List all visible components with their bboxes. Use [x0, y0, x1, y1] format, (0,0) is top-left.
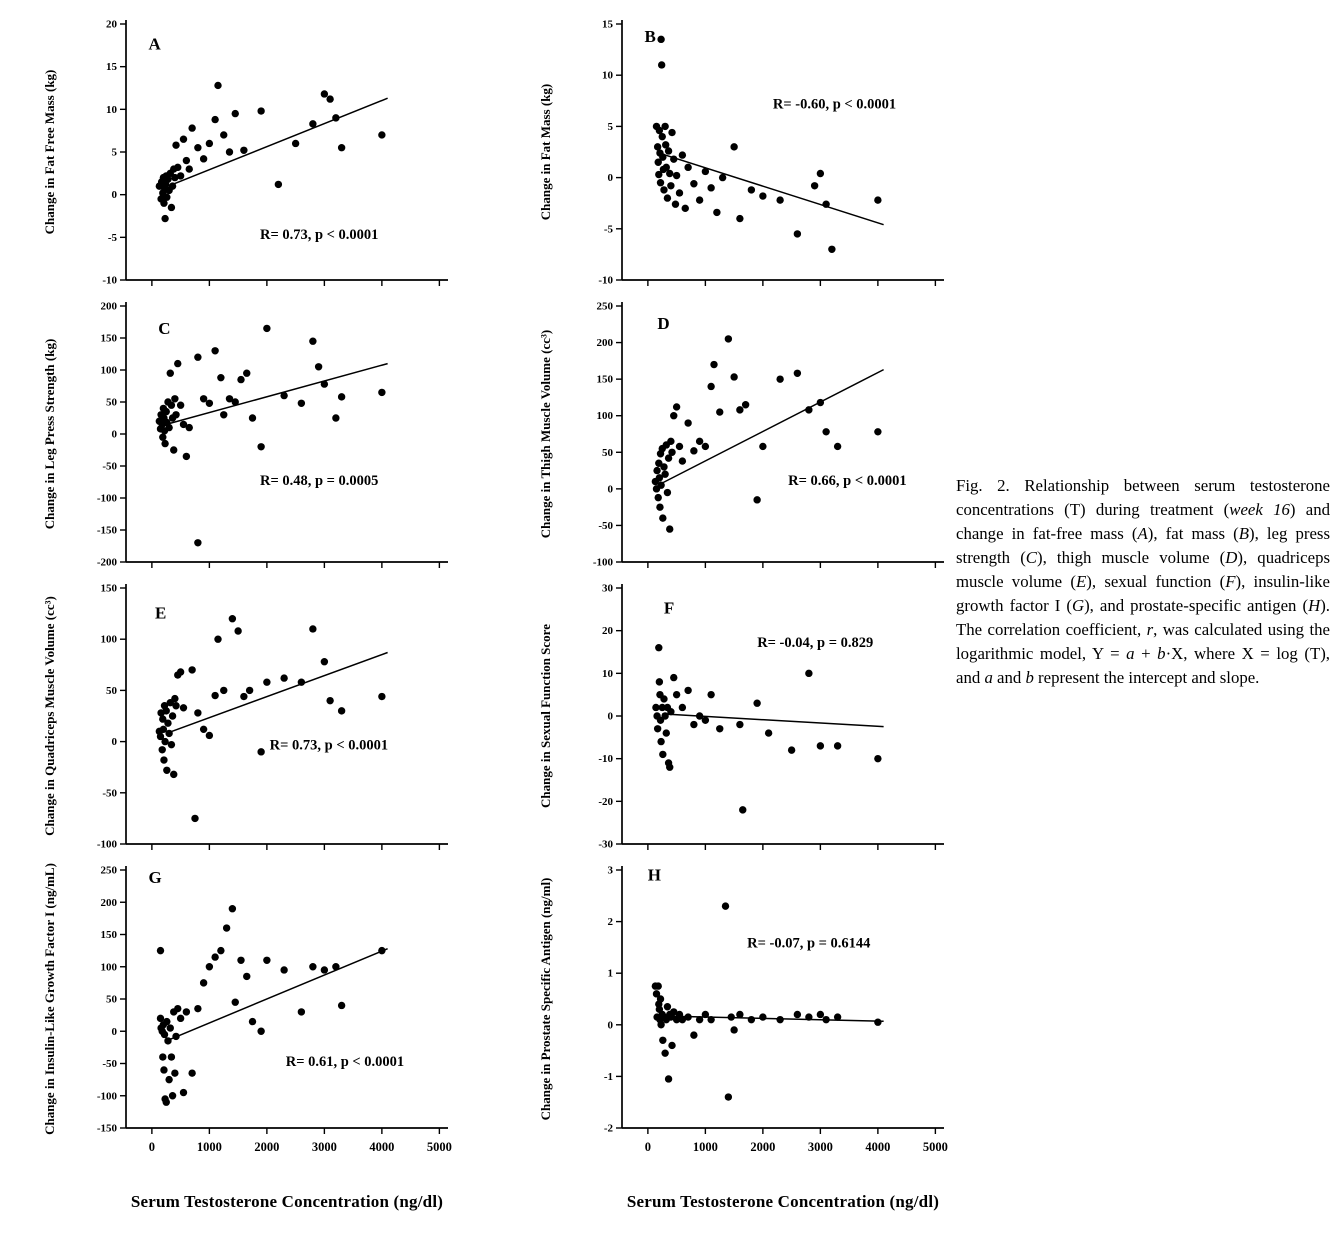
caption-segment: C: [1025, 548, 1037, 567]
caption-segment: D: [1225, 548, 1238, 567]
y-tick-labels: [102, 19, 126, 287]
svg-text:30: 30: [602, 582, 613, 595]
svg-text:1: 1: [607, 967, 613, 980]
svg-text:-5: -5: [603, 223, 613, 236]
y-axis-title: Change in Prostate Specific Antigen (ng/ml): [538, 877, 553, 1121]
svg-text:200: 200: [596, 337, 613, 350]
svg-text:0: 0: [607, 483, 613, 496]
correlation-annotation: R= 0.48, p = 0.0005: [259, 473, 379, 490]
caption-segment: ). The correlation coefficient,: [956, 596, 1330, 639]
svg-text:20: 20: [602, 625, 613, 638]
regression-line: [166, 364, 387, 425]
svg-text:10: 10: [106, 103, 117, 116]
y-axis-title: Change in Sexual Function Score: [538, 624, 553, 808]
data-points: [156, 325, 386, 547]
data-points: [652, 335, 882, 533]
y-tick-labels: [97, 583, 126, 851]
svg-text:200: 200: [100, 896, 117, 909]
regression-line: [662, 154, 883, 225]
caption-segment: and: [992, 668, 1026, 687]
caption-segment: ), and prostate-specific antigen (: [1084, 596, 1309, 615]
svg-text:-5: -5: [107, 231, 117, 244]
caption-segment: ), insulin-like growth factor I (: [956, 572, 1330, 615]
svg-text:-2: -2: [603, 1122, 613, 1135]
caption-segment: r: [1146, 620, 1154, 639]
caption-segment: b: [1157, 644, 1166, 663]
caption-segment: ) and change in fat-free mass (: [956, 500, 1331, 543]
scatter-plot-C: [34, 292, 474, 574]
panel-G: [34, 856, 474, 1176]
caption-segment: ), sexual function (: [1086, 572, 1226, 591]
caption-segment: , was calculated using the logarithmic model, Y =: [956, 620, 1330, 663]
svg-text:250: 250: [596, 300, 613, 313]
correlation-annotation: R= 0.61, p < 0.0001: [285, 1054, 405, 1071]
svg-text:3: 3: [607, 864, 613, 877]
svg-text:150: 150: [100, 582, 117, 595]
svg-text:0: 0: [607, 1019, 613, 1032]
y-axis-title: Change in Thigh Muscle Volume (cc³): [538, 329, 553, 539]
caption-segment: a: [984, 668, 993, 687]
caption-segment: H: [1308, 596, 1321, 615]
caption-segment: E: [1076, 572, 1087, 591]
svg-text:-150: -150: [96, 1122, 117, 1135]
x-tick-labels: [152, 562, 440, 568]
data-points: [653, 36, 882, 253]
svg-text:-50: -50: [102, 787, 117, 800]
y-tick-labels: [604, 865, 622, 1135]
scatter-plot-H: [530, 856, 970, 1176]
panel-E: [34, 574, 474, 856]
x-tick-labels: [149, 1128, 452, 1154]
correlation-annotation: R= -0.04, p = 0.829: [757, 634, 874, 651]
y-tick-labels: [97, 301, 126, 569]
svg-text:3000: 3000: [807, 1140, 833, 1154]
svg-text:-20: -20: [598, 795, 613, 808]
svg-text:1000: 1000: [692, 1140, 718, 1154]
caption-segment: ), quadriceps muscle volume (: [956, 548, 1330, 591]
regression-line: [166, 98, 387, 187]
svg-text:150: 150: [596, 373, 613, 386]
svg-text:1000: 1000: [196, 1140, 222, 1154]
svg-text:50: 50: [106, 684, 117, 697]
figure-caption: [956, 474, 1330, 690]
svg-text:15: 15: [602, 18, 613, 31]
caption-segment: ), fat mass (: [1147, 524, 1239, 543]
caption-segment: ·X, where X = log (T), and: [956, 644, 1330, 687]
correlation-annotation: R= 0.73, p < 0.0001: [269, 737, 389, 754]
caption-segment: ), leg press strength (: [956, 524, 1330, 567]
svg-text:5: 5: [607, 120, 613, 133]
svg-text:-50: -50: [102, 1058, 117, 1070]
caption-segment: G: [1071, 596, 1085, 615]
correlation-annotation: R= -0.60, p < 0.0001: [772, 96, 897, 113]
svg-text:3000: 3000: [311, 1140, 337, 1154]
svg-text:150: 150: [100, 332, 117, 345]
caption-segment: A: [1137, 524, 1148, 543]
svg-text:200: 200: [100, 300, 117, 313]
svg-text:2000: 2000: [750, 1140, 776, 1154]
svg-text:100: 100: [100, 364, 117, 377]
y-tick-labels: [97, 865, 126, 1135]
svg-text:0: 0: [111, 428, 117, 441]
svg-text:-100: -100: [96, 838, 117, 851]
scatter-plot-E: [34, 574, 474, 856]
x-tick-labels: [152, 280, 440, 286]
correlation-annotation: R= -0.07, p = 0.6144: [747, 935, 871, 952]
svg-text:0: 0: [111, 736, 117, 749]
svg-text:20: 20: [106, 18, 117, 31]
panel-letter: D: [657, 314, 670, 334]
caption-segment: Fig. 2. Relationship between serum testosterone concentrations (T) during treatment (: [956, 476, 1330, 519]
caption-segment: a: [1126, 644, 1135, 663]
caption-segment: b: [1025, 668, 1034, 687]
panel-letter: C: [158, 319, 171, 339]
y-tick-labels: [598, 583, 622, 851]
data-points: [652, 644, 881, 814]
svg-text:0: 0: [111, 189, 117, 202]
svg-text:-10: -10: [102, 274, 117, 287]
svg-text:100: 100: [100, 633, 117, 646]
svg-text:-10: -10: [598, 753, 613, 766]
x-tick-labels: [152, 844, 440, 850]
svg-text:100: 100: [596, 410, 613, 423]
svg-text:-10: -10: [598, 274, 613, 287]
svg-text:2000: 2000: [254, 1140, 280, 1154]
scatter-plot-D: [530, 292, 970, 574]
regression-line: [662, 370, 883, 483]
svg-text:4000: 4000: [369, 1140, 395, 1154]
y-axis-title: Change in Insulin-Like Growth Factor I (ng/mL): [42, 863, 57, 1135]
svg-text:5000: 5000: [922, 1140, 948, 1154]
svg-text:-150: -150: [96, 524, 117, 537]
caption-segment: B: [1238, 524, 1249, 543]
x-axis-title-right: Serum Testosterone Concentration (ng/dl): [626, 1192, 940, 1211]
svg-text:-1: -1: [603, 1070, 613, 1083]
scatter-plot-A: [34, 10, 474, 292]
charts-column-right: [530, 10, 1003, 1212]
svg-text:5: 5: [111, 146, 117, 159]
y-tick-labels: [593, 301, 622, 569]
panel-H: [530, 856, 970, 1176]
panel-letter: E: [154, 603, 167, 623]
panel-B: [530, 10, 970, 292]
svg-text:50: 50: [602, 446, 613, 459]
caption-segment: represent the intercept and slope.: [1033, 668, 1260, 687]
svg-text:15: 15: [106, 61, 117, 74]
y-tick-labels: [598, 19, 622, 287]
regression-line: [166, 949, 387, 1041]
y-axis-title: Change in Fat Free Mass (kg): [42, 69, 57, 235]
svg-text:0: 0: [644, 1140, 651, 1154]
svg-text:250: 250: [100, 864, 117, 877]
panel-C: [34, 292, 474, 574]
caption-segment: +: [1134, 644, 1158, 663]
scatter-plot-B: [530, 10, 970, 292]
svg-text:150: 150: [100, 929, 117, 941]
data-points: [157, 905, 386, 1106]
x-tick-labels: [648, 562, 936, 568]
regression-line: [662, 1016, 883, 1021]
x-axis-title-left: Serum Testosterone Concentration (ng/dl): [130, 1192, 444, 1211]
svg-text:0: 0: [148, 1140, 155, 1154]
svg-text:-100: -100: [96, 492, 117, 505]
svg-text:-30: -30: [598, 838, 613, 851]
caption-segment: F: [1225, 572, 1236, 591]
panel-letter: A: [148, 34, 161, 54]
correlation-annotation: R= 0.66, p < 0.0001: [788, 473, 907, 490]
svg-text:-50: -50: [598, 519, 613, 532]
caption-segment: ), thigh muscle volume (: [1037, 548, 1226, 567]
y-axis-title: Change in Quadriceps Muscle Volume (cc³): [42, 596, 57, 836]
y-axis-title: Change in Fat Mass (kg): [538, 83, 553, 221]
svg-text:100: 100: [100, 961, 117, 974]
y-axis-title: Change in Leg Press Strength (kg): [42, 338, 57, 530]
svg-text:0: 0: [111, 1025, 117, 1038]
panel-A: [34, 10, 474, 292]
panel-D: [530, 292, 970, 574]
x-tick-labels: [645, 1128, 948, 1154]
data-points: [652, 902, 882, 1100]
svg-text:10: 10: [602, 69, 613, 82]
correlation-annotation: R= 0.73, p < 0.0001: [259, 227, 379, 244]
regression-line: [166, 653, 387, 734]
scatter-plot-F: [530, 574, 970, 856]
svg-text:2: 2: [607, 916, 613, 929]
panel-letter: H: [647, 865, 661, 885]
caption-segment: week 16: [1229, 500, 1290, 519]
svg-text:-50: -50: [102, 460, 117, 473]
svg-text:4000: 4000: [865, 1140, 891, 1154]
svg-text:50: 50: [106, 993, 117, 1006]
panel-letter: B: [644, 26, 656, 46]
data-points: [156, 82, 386, 223]
data-points: [156, 615, 389, 822]
panel-F: [530, 574, 970, 856]
charts-column-left: [34, 10, 507, 1212]
svg-text:0: 0: [607, 172, 613, 185]
scatter-plot-G: [34, 856, 474, 1176]
svg-text:5000: 5000: [426, 1140, 452, 1154]
svg-text:-200: -200: [96, 556, 117, 569]
svg-text:10: 10: [602, 667, 613, 680]
x-tick-labels: [648, 280, 936, 286]
svg-text:50: 50: [106, 396, 117, 409]
svg-text:-100: -100: [96, 1090, 117, 1103]
svg-text:0: 0: [607, 710, 613, 723]
svg-text:-100: -100: [592, 556, 613, 569]
x-tick-labels: [648, 844, 936, 850]
panel-letter: G: [148, 867, 162, 887]
panel-letter: F: [663, 598, 675, 618]
